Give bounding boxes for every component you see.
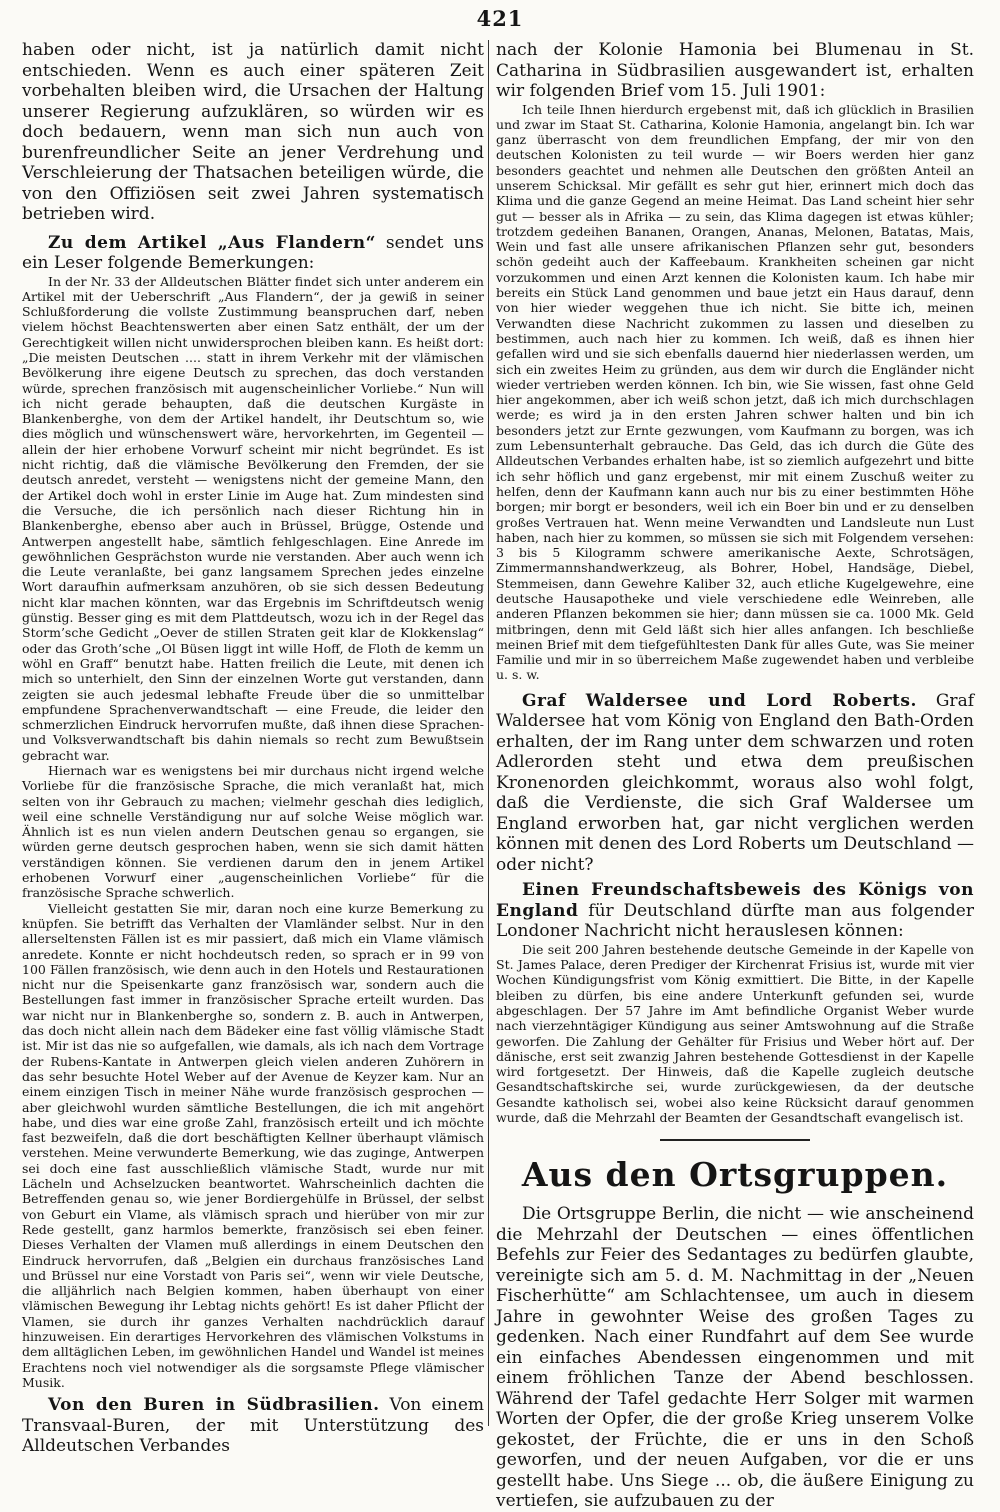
right-paragraph-3	[496, 691, 974, 876]
right-paragraph-6: Die Ortsgruppe Berlin, die nicht — wie anscheinend die Mehrzahl der Deutschen — eines öffentlichen Befehls zur Feier des Sedantages zu bedürfen glaubte, vereinigte sich am 5. d. M. Nachmittag in der „Neuen Fischerhütte“ am Schlachtensee, um auch in diesem Jahre in gewohnter Weise des großen Tages zu gedenken. Nach einer Rundfahrt auf dem See wurde ein einfaches Abendessen eingenommen und mit einem fröhlichen Tanze der Abend beschlossen. Während der Tafel gedachte Herr Solger mit warmen Worten der Opfer, die der große Krieg unserem Volke gekostet, der Früchte, die er uns in den Schoß geworfen, und der neuen Aufgaben, vor die er uns gestellt habe. Uns Siege ... ob, die äußere Einigung zu vertiefen, sie aufzubauen zu der	[496, 1204, 974, 1512]
left-paragraph-1: haben oder nicht, ist ja natürlich damit nicht entschieden. Wenn es auch einer späteren Zeit vorbehalten bleiben wird, die Ursachen der Haltung unserer Regierung aufzuklären, so würden wir es doch bedauern, wenn man sich nun auch von burenfreundlicher Seite an jener Verdrehung und Verschleierung der Thatsachen beteiligen würde, die von den Offiziösen seit zwei Jahren systematisch betrieben wird.	[22, 40, 484, 224]
column-divider	[488, 40, 489, 1426]
left-paragraph-2	[22, 233, 484, 274]
article-lead-aus-flandern: Zu dem Artikel „Aus Flandern“	[48, 232, 376, 253]
right-paragraph-2: Ich teile Ihnen hierdurch ergebenst mit, daß ich glücklich in Brasilien und zwar im Staat St. Catharina, Kolonie Hamonia, angelangt bin. Ich war ganz überrascht von dem freundlichen Empfang, der mir von den deutschen Kolonisten zu teil wurde — wir Boers werden hier ganz besonders geachtet und nehmen alle Deutschen den größten Anteil an unserem Schicksal. Mir gefällt es sehr gut hier, erinnert mich doch das Klima und die ganze Gegend an meine Heimat. Das Land scheint hier sehr gut — besser als in Afrika — zu sein, das Klima dagegen ist etwas kühler; trotzdem gedeihen Bananen, Orangen, Ananas, Melonen, Batatas, Mais, Wein und fast alle unsere afrikanischen Pflanzen sehr gut, besonders schön gedeiht auch der Kaffeebaum. Krankheiten scheinen gar nicht vorzukommen und einen Arzt kennen die Kolonisten kaum. Ich habe mir bereits ein Stück Land genommen und baue jetzt ein Haus darauf, denn von hier wieder weggehen thue ich nicht. Sie bitte ich, meinen Verwandten diese Nachricht zukommen zu lassen und dieselben zu bestimmen, auch nach hier zu kommen. Ich weiß, daß es ihnen hier gefallen wird und sie sich ebenfalls dauernd hier niederlassen werden, um sich ein zweites Heim zu gründen, aus dem wir durch die Engländer nicht wieder vertrieben werden können. Ich bin, wie Sie wissen, fast ohne Geld hier angekommen, aber ich weiß schon jetzt, daß ich mich durchschlagen werde; es wird ja in den ersten Jahren schwer halten und bin ich besonders jetzt zur Ernte gezwungen, vom Kaufmann zu borgen, was ich zum Lebensunterhalt gebrauche. Das Geld, das ich durch die Güte des Alldeutschen Verbandes erhalten habe, ist so ziemlich aufgezehrt und bitte ich sehr höflich und ganz ergebenst, mir mit einem Zuschuß weiter zu helfen, denn der Kaufmann kann auch nur bis zu einer bestimmten Höhe borgen; mir borgt er besonders, weil ich ein Boer bin und er zu denselben großes Vertrauen hat. Wenn meine Verwandten und Landsleute nun Lust haben, nach hier zu kommen, so müssen sie sich mit Folgendem versehen: 3 bis 5 Kilogramm schwere amerikanische Aexte, Schrotsägen, Zimmermannshandwerkzeug, als Bohrer, Hobel, Handsäge, Diebel, Stemmeisen, dann Gewehre Kaliber 32, auch etliche Kugelgewehre, eine deutsche Hausapotheke und viele verschiedene edle Weinreben, alle anderen Pflanzen bekommen sie hier; dann müssen sie ca. 1000 Mk. Geld mitbringen, denn mit Geld läßt sich hier alles anfangen. Ich beschließe meinen Brief mit dem tiefgefühltesten Dank für alles Gute, was Sie meiner Familie und mir in so überreichem Maße zugewendet haben und verbleibe u. s. w.	[496, 101, 974, 683]
left-paragraph-4: Hiernach war es wenigstens bei mir durchaus nicht irgend welche Vorliebe für die französische Sprache, die mich veranlaßt hat, mich selten von ihr Gebrauch zu machen; vielmehr geschah dies lediglich, weil eine schnelle Verständigung nur auf solche Weise möglich war. Ähnlich ist es nun vielen andern Deutschen genau so ergangen, sie würden gerne deutsch gesprochen haben, wenn sie sich damit hätten verständigen können. Sie verdienen darum den in jenem Artikel erhobenen Vorwurf einer „augenscheinlichen Vorliebe“ für die französische Sprache schwerlich.	[22, 763, 484, 901]
article-lead-waldersee-roberts: Graf Waldersee und Lord Roberts.	[522, 690, 917, 711]
page-number: 421	[476, 6, 524, 31]
left-paragraph-6-text: Von einem Transvaal-Buren, der mit Unterstützung des Alldeutschen Verbandes	[22, 1395, 484, 1457]
left-paragraph-2-text: sendet uns ein Leser folgende Bemerkungen:	[22, 232, 484, 273]
left-paragraph-5: Vielleicht gestatten Sie mir, daran noch eine kurze Bemerkung zu knüpfen. Sie betrifft das Verhalten der Vlamländer selbst. Nur in den allerseltensten Fällen ist es mir passiert, daß mich ein Vlame vlämisch anredete. Konnte er nicht hochdeutsch reden, so sprach er in 99 von 100 Fällen französisch, wie denn auch in den Hotels und Restaurationen nicht nur die Speisenkarte ganz französisch war, sondern auch die Bestellungen fast immer in französischer Sprache erteilt wurden. Das war nicht nur in Blankenberghe so, sondern z. B. auch in Antwerpen, das doch nicht allein nach dem Bädeker eine fast völlig vlämische Stadt ist. Mir ist das nie so aufgefallen, wie damals, als ich nach dem Vortrage der Rubens-Kantate in Antwerpen gleich vielen anderen Zuhörern in das sehr besuchte Hotel Weber auf der Avenue de Keyzer kam. Nur an einem einzigen Tisch in meiner Nähe wurde französisch gesprochen — aber gleichwohl wurden sämtliche Bestellungen, die ich mit angehört habe, und dies war eine große Zahl, französisch erteilt und ich möchte fast bezweifeln, daß die dort beschäftigten Kellner überhaupt vlämisch verstehen. Meine verwunderte Bemerkung, wie das zuginge, Antwerpen sei doch eine fast ausschließlich vlämische Stadt, wurde nur mit Lächeln und Achselzucken beantwortet. Wahrscheinlich dachten die Betreffenden genau so, wie jener Bordiergehülfe in Brüssel, der selbst von Geburt ein Vlame, als vlämisch sprach und hierüber von mir zur Rede gestellt, ganz harmlos bemerkte, französisch sei eben feiner. Dieses Verhalten der Vlamen muß allerdings in einem Deutschen den Eindruck hervorrufen, daß „Belgien ein durchaus französisches Land und Brüssel nur eine Vorstadt von Paris sei“, wenn wir viele Deutsche, die alljährlich nach Belgien kommen, haben überhaupt von einer vlämischen Bewegung ihr Lebtag nichts gehört! Es ist daher Pflicht der Vlamen, sie durch ihr ganzes Verhalten nachdrücklich darauf hinzuweisen. Ein derartiges Hervorkehren des vlämischen Volkstums in dem alltäglichen Leben, im gewöhnlichen Handel und Wandel ist meines Erachtens noch viel notwendiger als die sorgsamste Pflege vlämischer Musik.	[22, 900, 484, 1390]
right-paragraph-3-text: Graf Waldersee hat vom König von England den Bath-Orden erhalten, der im Rang unter dem schwarzen und roten Adlerorden steht und etwa dem preußischen Kronenorden gleichkommt, woraus also wohl folgt, daß die Verdienste, die sich Graf Waldersee um England erworben hat, gar nicht verglichen werden können mit denen des Lord Roberts um Deutschland — oder nicht?	[496, 690, 974, 875]
right-paragraph-4	[496, 880, 974, 942]
left-column	[22, 40, 484, 1457]
right-paragraph-1: nach der Kolonie Hamonia bei Blumenau in St. Catharina in Südbrasilien ausgewandert ist, erhalten wir folgenden Brief vom 15. Juli 1901:	[496, 40, 974, 101]
left-paragraph-6	[22, 1395, 484, 1457]
article-lead-buren-suedbrasilien: Von den Buren in Südbrasilien.	[48, 1395, 380, 1416]
article-lead-freundschaftsbeweis: Einen Freundschaftsbeweis des Königs von England	[496, 880, 974, 921]
left-paragraph-3: In der Nr. 33 der Alldeutschen Blätter findet sich unter anderem ein Artikel mit der Ueberschrift „Aus Flandern“, der ja gewiß in seiner Schlußforderung die vollste Zustimmung beanspruchen darf, neben vielem höchst Beachtenswerten aber einen Satz enthält, der um der Gerechtigkeit willen nicht unwidersprochen bleiben kann. Es heißt dort: „Die meisten Deutschen .... statt in ihrem Verkehr mit der vlämischen Bevölkerung ihre eigene Deutsch zu sprechen, das doch verstanden würde, sprechen französisch mit augenscheinlicher Vorliebe.“ Nun will ich nicht gerade behaupten, daß die deutschen Kurgäste in Blankenberghe, von dem der Artikel handelt, ihr Deutschtum so, wie dies möglich und wünschenswert wäre, hervorkehrten, im Gegenteil — allein der hier erhobene Vorwurf scheint mir nicht begründet. Es ist nicht richtig, daß die vlämische Bevölkerung den Fremden, der sie deutsch anredet, versteht — wenigstens nicht der gemeine Mann, den der Artikel doch wohl in erster Linie im Auge hat. Zum mindesten sind die Versuche, die ich persönlich nach dieser Richtung hin in Blankenberghe, ebenso aber auch in Brüssel, Brügge, Ostende und Antwerpen angestellt habe, sämtlich fehlgeschlagen. Eine Anrede im gewöhnlichen Gesprächston wurde nie verstanden. Aber auch wenn ich die Leute veranlaßte, bei ganz langsamem Sprechen jedes einzelne Wort daraufhin aufmerksam anzuhören, ob sie sich dessen Bedeutung nicht klar machen könnten, war das Ergebnis im Schriftdeutsch wenig günstig. Besser ging es mit dem Plattdeutsch, wozu ich in der Regel das Storm’sche Gedicht „Oever de stillen Straten geit klar de Klokkenslag“ oder das Groth’sche „Ol Büsen liggt int wille Hoff, de Floth de kemm un wöhl en Graff“ benutzt habe. Hatten freilich die Leute, mit denen ich mich so unterhielt, den Sinn der einzelnen Worte gut verstanden, dann zeigten sie auch jedesmal lebhafte Freude über die so unmittelbar empfundene Sprachenverwandtschaft — eine Freude, die leider den schmerzlichen Eindruck hervorrufen mußte, daß ihnen diese Sprachen- und Volksverwandtschaft bis dahin niemals so recht zum Bewußtsein gebracht war.	[22, 273, 484, 763]
section-rule	[660, 1139, 810, 1141]
right-paragraph-5: Die seit 200 Jahren bestehende deutsche Gemeinde in der Kapelle von St. James Palace, deren Prediger der Kirchenrat Frisius ist, wurde mit vier Wochen Kündigungsfrist vom König exmittiert. Die Bitte, in der Kapelle bleiben zu dürfen, bis eine andere Unterkunft gefunden sei, wurde abgeschlagen. Der 57 Jahre im Amt befindliche Organist Weber wurde nach vierzehntägiger Kündigung aus seiner Amtswohnung auf die Straße geworfen. Die Zahlung der Gehälter für Frisius und Weber hört auf. Der dänische, erst seit zwanzig Jahren bestehende Gottesdienst in der Kapelle wird fortgesetzt. Der Hinweis, daß die Kapelle zugleich deutsche Gesandtschaftskirche sei, wurde zurückgewiesen, da der deutsche Gesandte katholisch sei, wobei also keine Rücksicht darauf genommen wurde, daß die Mehrzahl der Beamten der Gesandtschaft evangelisch ist.	[496, 941, 974, 1126]
section-heading: Aus den Ortsgruppen.	[521, 1155, 949, 1195]
right-paragraph-4-text: für Deutschland dürfte man aus folgender Londoner Nachricht nicht herauslesen können:	[496, 900, 974, 942]
right-column	[496, 40, 974, 1512]
